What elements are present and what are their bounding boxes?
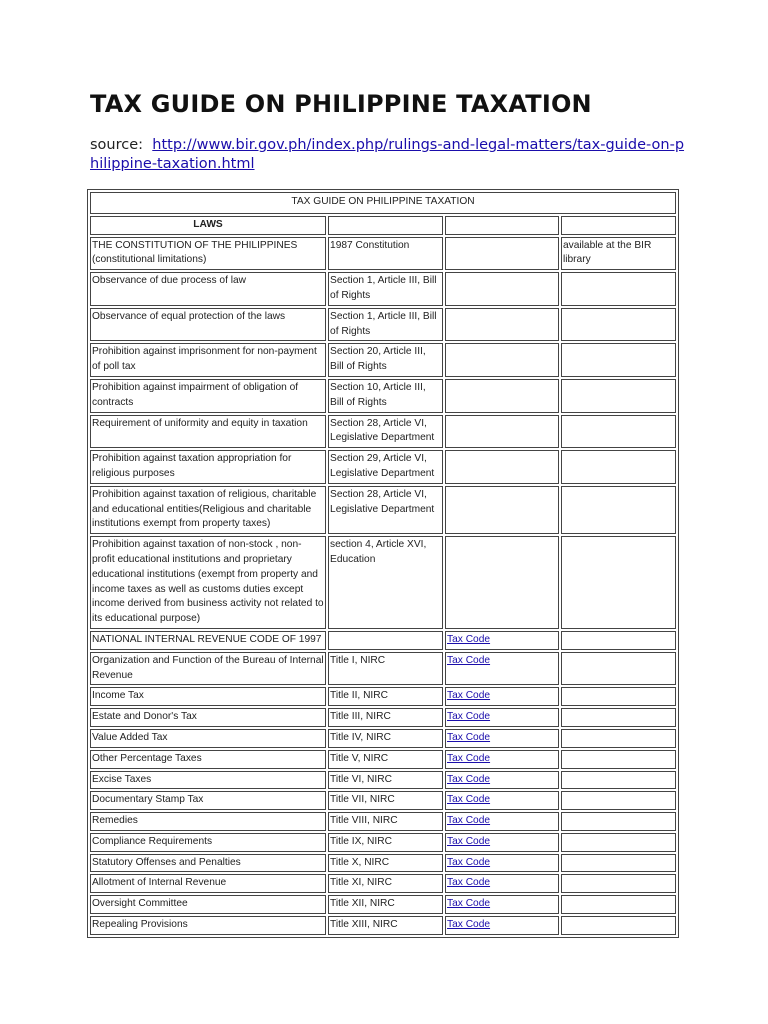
reference-cell: Title I, NIRC xyxy=(328,652,443,686)
note-cell xyxy=(561,916,676,935)
note-cell xyxy=(561,415,676,449)
reference-cell: Title III, NIRC xyxy=(328,708,443,727)
link-cell xyxy=(445,343,559,377)
law-cell: Documentary Stamp Tax xyxy=(90,791,326,810)
law-cell: Allotment of Internal Revenue xyxy=(90,874,326,893)
law-cell: THE CONSTITUTION OF THE PHILIPPINES (constitutional limitations) xyxy=(90,237,326,271)
law-cell: Prohibition against impairment of obligation of contracts xyxy=(90,379,326,413)
link-cell xyxy=(445,631,559,650)
link-cell xyxy=(445,854,559,873)
link-cell xyxy=(445,379,559,413)
table-row xyxy=(90,308,676,342)
reference-cell xyxy=(328,631,443,650)
reference-cell: Section 20, Article III, Bill of Rights xyxy=(328,343,443,377)
law-cell: Prohibition against taxation of non-stock , non-profit educational institutions and proprietary educational institutions (exempt from property and income taxes as well as customs duties except income derived from business activity not related to its educational purpose) xyxy=(90,536,326,629)
header-note xyxy=(561,216,676,235)
table-row xyxy=(90,708,676,727)
reference-cell: Section 1, Article III, Bill of Rights xyxy=(328,272,443,306)
reference-cell: Title VIII, NIRC xyxy=(328,812,443,831)
note-cell xyxy=(561,791,676,810)
table-row xyxy=(90,272,676,306)
reference-cell: Title VII, NIRC xyxy=(328,791,443,810)
tax-code-link[interactable]: Tax Code xyxy=(447,919,491,931)
reference-cell: Title XI, NIRC xyxy=(328,874,443,893)
table-header-row xyxy=(90,216,676,235)
reference-cell: Section 28, Article VI, Legislative Department xyxy=(328,415,443,449)
note-cell xyxy=(561,536,676,629)
note-cell xyxy=(561,854,676,873)
law-cell: Value Added Tax xyxy=(90,729,326,748)
note-cell xyxy=(561,486,676,534)
tax-code-link[interactable]: Tax Code xyxy=(447,794,491,806)
law-cell: Prohibition against taxation of religious, charitable and educational entities(Religious and charitable institutions exempt from property taxes) xyxy=(90,486,326,534)
law-cell: Income Tax xyxy=(90,687,326,706)
law-cell: Other Percentage Taxes xyxy=(90,750,326,769)
reference-cell: Title XII, NIRC xyxy=(328,895,443,914)
reference-cell: Section 28, Article VI, Legislative Department xyxy=(328,486,443,534)
table-row xyxy=(90,343,676,377)
table-row xyxy=(90,631,676,650)
reference-cell: Title IX, NIRC xyxy=(328,833,443,852)
tax-code-link[interactable]: Tax Code xyxy=(447,835,491,847)
reference-cell: Title VI, NIRC xyxy=(328,771,443,790)
table-row xyxy=(90,854,676,873)
tax-guide-table xyxy=(87,189,679,938)
table-row xyxy=(90,652,676,686)
note-cell xyxy=(561,750,676,769)
reference-cell: Title V, NIRC xyxy=(328,750,443,769)
header-laws: LAWS xyxy=(90,216,326,235)
reference-cell: 1987 Constitution xyxy=(328,237,443,271)
table-row xyxy=(90,729,676,748)
link-cell xyxy=(445,833,559,852)
note-cell xyxy=(561,308,676,342)
tax-code-link[interactable]: Tax Code xyxy=(447,690,491,702)
link-cell xyxy=(445,916,559,935)
note-cell xyxy=(561,379,676,413)
source-link[interactable]: http://www.bir.gov.ph/index.php/rulings-and-legal-matters/tax-guide-on-philippine-taxation.html xyxy=(90,137,685,172)
table-row xyxy=(90,812,676,831)
law-cell: Compliance Requirements xyxy=(90,833,326,852)
table-row xyxy=(90,687,676,706)
table-row xyxy=(90,916,676,935)
tax-code-link[interactable]: Tax Code xyxy=(447,773,491,785)
table-row xyxy=(90,791,676,810)
tax-code-link[interactable]: Tax Code xyxy=(447,654,491,666)
note-cell: available at the BIR library xyxy=(561,237,676,271)
reference-cell: Title II, NIRC xyxy=(328,687,443,706)
link-cell xyxy=(445,729,559,748)
reference-cell: Section 1, Article III, Bill of Rights xyxy=(328,308,443,342)
tax-code-link[interactable]: Tax Code xyxy=(447,633,491,645)
link-cell xyxy=(445,415,559,449)
link-cell xyxy=(445,536,559,629)
tax-code-link[interactable]: Tax Code xyxy=(447,815,491,827)
table-row xyxy=(90,486,676,534)
reference-cell: Title XIII, NIRC xyxy=(328,916,443,935)
link-cell xyxy=(445,237,559,271)
note-cell xyxy=(561,708,676,727)
note-cell xyxy=(561,771,676,790)
note-cell xyxy=(561,343,676,377)
tax-code-link[interactable]: Tax Code xyxy=(447,752,491,764)
law-cell: Organization and Function of the Bureau of Internal Revenue xyxy=(90,652,326,686)
tax-code-link[interactable]: Tax Code xyxy=(447,711,491,723)
table-row xyxy=(90,895,676,914)
table-row xyxy=(90,415,676,449)
reference-cell: Section 29, Article VI, Legislative Department xyxy=(328,450,443,484)
note-cell xyxy=(561,652,676,686)
link-cell xyxy=(445,450,559,484)
law-cell: Observance of due process of law xyxy=(90,272,326,306)
page-title: TAX GUIDE ON PHILIPPINE TAXATION xyxy=(90,90,592,118)
law-cell: Requirement of uniformity and equity in taxation xyxy=(90,415,326,449)
tax-code-link[interactable]: Tax Code xyxy=(447,898,491,910)
reference-cell: Title IV, NIRC xyxy=(328,729,443,748)
link-cell xyxy=(445,486,559,534)
note-cell xyxy=(561,450,676,484)
note-cell xyxy=(561,812,676,831)
note-cell xyxy=(561,874,676,893)
reference-cell: Section 10, Article III, Bill of Rights xyxy=(328,379,443,413)
table-row xyxy=(90,536,676,629)
link-cell xyxy=(445,272,559,306)
link-cell xyxy=(445,750,559,769)
header-reference xyxy=(328,216,443,235)
note-cell xyxy=(561,687,676,706)
law-cell: Statutory Offenses and Penalties xyxy=(90,854,326,873)
table-caption: TAX GUIDE ON PHILIPPINE TAXATION xyxy=(90,192,676,214)
note-cell xyxy=(561,895,676,914)
link-cell xyxy=(445,791,559,810)
law-cell: Prohibition against imprisonment for non-payment of poll tax xyxy=(90,343,326,377)
table-row xyxy=(90,833,676,852)
link-cell xyxy=(445,771,559,790)
link-cell xyxy=(445,812,559,831)
law-cell: Remedies xyxy=(90,812,326,831)
law-cell: Prohibition against taxation appropriation for religious purposes xyxy=(90,450,326,484)
link-cell xyxy=(445,308,559,342)
link-cell xyxy=(445,874,559,893)
note-cell xyxy=(561,833,676,852)
tax-code-link[interactable]: Tax Code xyxy=(447,856,491,868)
note-cell xyxy=(561,272,676,306)
tax-code-link[interactable]: Tax Code xyxy=(447,877,491,889)
table-row xyxy=(90,750,676,769)
table-row xyxy=(90,874,676,893)
link-cell xyxy=(445,708,559,727)
law-cell: Estate and Donor's Tax xyxy=(90,708,326,727)
note-cell xyxy=(561,729,676,748)
link-cell xyxy=(445,652,559,686)
source-line xyxy=(90,136,690,174)
table-caption-row xyxy=(90,192,676,214)
link-cell xyxy=(445,895,559,914)
table-row xyxy=(90,237,676,271)
table-row xyxy=(90,379,676,413)
law-cell: NATIONAL INTERNAL REVENUE CODE OF 1997 xyxy=(90,631,326,650)
tax-code-link[interactable]: Tax Code xyxy=(447,731,491,743)
law-cell: Oversight Committee xyxy=(90,895,326,914)
link-cell xyxy=(445,687,559,706)
table-row xyxy=(90,450,676,484)
reference-cell: section 4, Article XVI, Education xyxy=(328,536,443,629)
law-cell: Excise Taxes xyxy=(90,771,326,790)
source-label: source: xyxy=(90,137,144,153)
law-cell: Observance of equal protection of the laws xyxy=(90,308,326,342)
header-link xyxy=(445,216,559,235)
note-cell xyxy=(561,631,676,650)
law-cell: Repealing Provisions xyxy=(90,916,326,935)
reference-cell: Title X, NIRC xyxy=(328,854,443,873)
table-row xyxy=(90,771,676,790)
